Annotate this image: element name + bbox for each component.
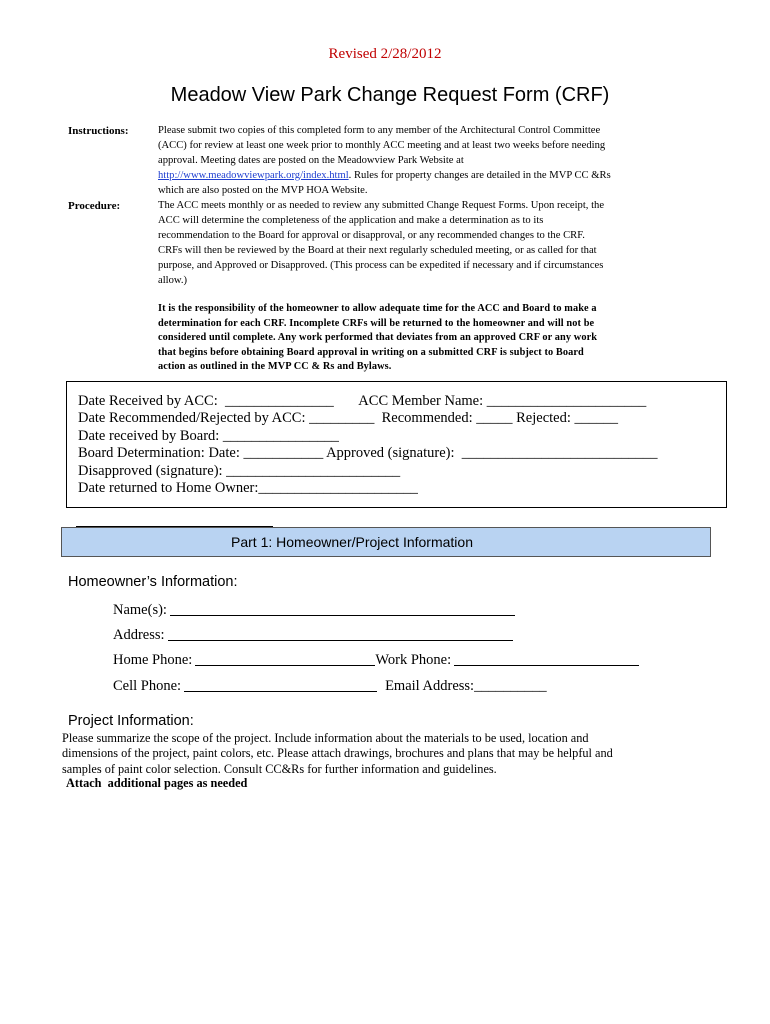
acc-line-recommended: Date Recommended/Rejected by ACC: _________ Recommended: _____ Rejected: ______ bbox=[78, 410, 619, 426]
acc-line-board-determination: Board Determination: Date: ___________ Approved (signature): ___________________________ bbox=[78, 445, 658, 461]
instructions-label: Instructions: bbox=[68, 125, 129, 137]
project-heading: Project Information: bbox=[68, 713, 194, 729]
acc-use-box bbox=[66, 381, 727, 508]
form-title: Meadow View Park Change Request Form (CRF) bbox=[170, 84, 610, 106]
part1-header-bar bbox=[61, 527, 711, 557]
procedure-text: The ACC meets monthly or as needed to review any submitted Change Request Forms. Upon receipt, the ACC will determine the completeness of the application and make a determination as to its recommendation to the Board for approval or disapproval, or any recommended changes to the CRF. CRFs will then be reviewed by the Board at their next regularly scheduled meeting, or as called for that purpose, and Approved or Disapproved. (This process can be expedited if necessary and if circumstances allow.) bbox=[158, 200, 605, 286]
home-phone-input-line[interactable] bbox=[195, 651, 375, 666]
website-link[interactable]: http://www.meadowviewpark.org/index.html bbox=[158, 169, 349, 181]
names-label: Name(s): bbox=[113, 602, 167, 618]
homeowner-heading: Homeowner’s Information: bbox=[68, 574, 238, 590]
responsibility-notice: It is the responsibility of the homeowner to allow adequate time for the ACC and Board to make a determination for each CRF. Incomplete CRFs will be returned to the homeowner and will not be considered until complete. Any work performed that deviates from an approved CRF or any work that begins before obtaining Board approval in writing on a submitted CRF is subject to Board action as outlined in the MVP CC & Rs and Bylaws. bbox=[158, 303, 598, 372]
work-phone-label: Work Phone: bbox=[375, 652, 452, 668]
acc-line-date-received: Date Received by ACC: _______________ ACC Member Name: ______________________ bbox=[78, 393, 647, 409]
part1-top-rule bbox=[76, 526, 273, 527]
address-label: Address: bbox=[113, 627, 165, 643]
address-field[interactable] bbox=[113, 626, 516, 644]
part1-title: Part 1: Homeowner/Project Information bbox=[231, 534, 473, 550]
procedure-label: Procedure: bbox=[68, 200, 121, 212]
home-phone-label: Home Phone: bbox=[113, 652, 193, 668]
attach-note: Attach additional pages as needed bbox=[66, 776, 248, 790]
instructions-text bbox=[158, 124, 718, 199]
cell-email-row bbox=[113, 677, 547, 695]
revised-date: Revised 2/28/2012 bbox=[328, 46, 442, 62]
acc-line-returned: Date returned to Home Owner:______________________ bbox=[78, 480, 418, 496]
instructions-text-part2: . Rules for property changes are detailed in the MVP CC &Rs which are also posted on the MVP HOA Website. bbox=[158, 169, 611, 196]
address-input-line[interactable] bbox=[168, 626, 513, 641]
acc-line-disapproved: Disapproved (signature): ________________________ bbox=[78, 463, 401, 479]
email-label[interactable]: Email Address:__________ bbox=[385, 678, 547, 694]
names-input-line[interactable] bbox=[170, 601, 515, 616]
instructions-text-part1: Please submit two copies of this completed form to any member of the Architectural Control Committee (ACC) for review at least one week prior to monthly ACC meeting and at least two weeks before needing approval. Meeting dates are posted on the Meadowview Park Website at bbox=[158, 125, 606, 166]
project-description: Please summarize the scope of the project. Include information about the materials to be used, location and dimensions of the project, paint colors, etc. Please attach drawings, brochures and plans that may be helpful and samples of paint color selection. Consult CC&Rs for further information and guidelines. bbox=[62, 731, 613, 776]
cell-phone-label: Cell Phone: bbox=[113, 678, 182, 694]
names-field[interactable] bbox=[113, 601, 518, 619]
phone-row bbox=[113, 651, 642, 669]
acc-line-board-received: Date received by Board: ________________ bbox=[78, 428, 339, 444]
cell-phone-input-line[interactable] bbox=[184, 677, 377, 692]
work-phone-input-line[interactable] bbox=[454, 651, 639, 666]
